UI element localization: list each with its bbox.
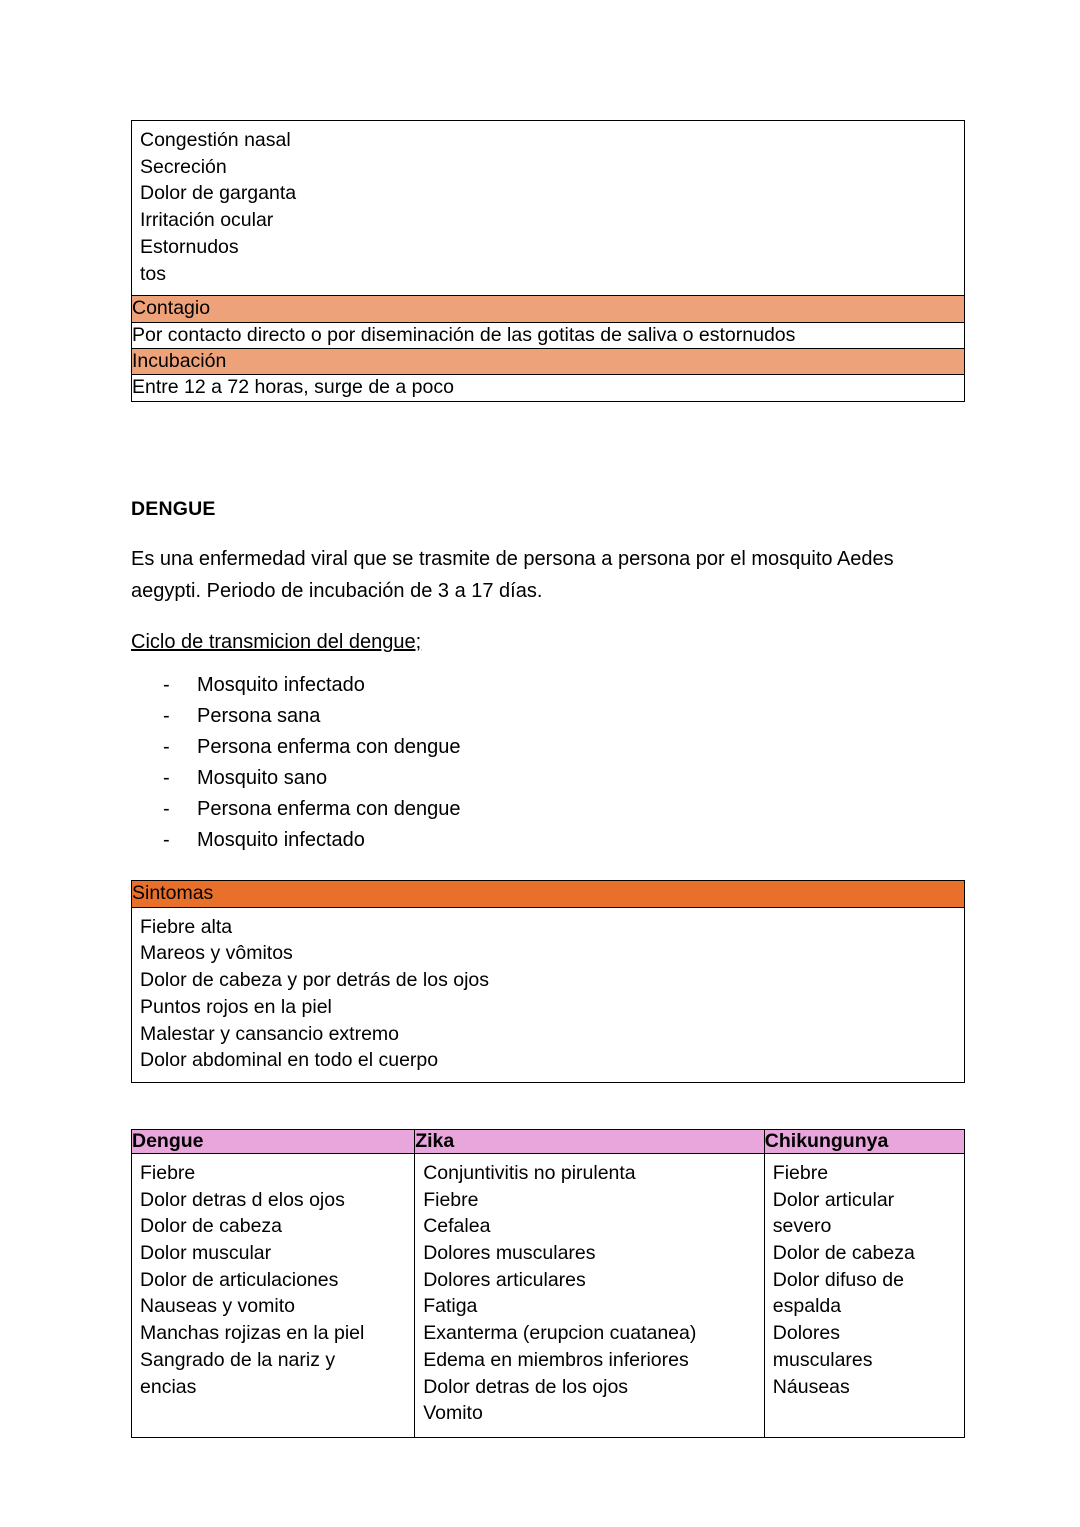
list-item: Sangrado de la nariz y [140, 1348, 336, 1371]
list-item: Congestión nasal [140, 129, 291, 151]
dash-bullet: - [163, 705, 170, 728]
list-item: Conjuntivitis no pirulenta [423, 1161, 636, 1184]
list-item: Dolor abdominal en todo el cuerpo [140, 1049, 439, 1072]
list-item: encias [140, 1375, 197, 1398]
list-item [163, 701, 965, 732]
column-header-dengue: Dengue [132, 1129, 415, 1153]
table-row [132, 322, 965, 348]
chikungunya-symptoms-cell [764, 1153, 964, 1437]
table-row [132, 907, 965, 1082]
list-item: Fiebre alta [140, 915, 233, 938]
list-item: Dolor de garganta [140, 182, 297, 205]
catarro-table [131, 120, 965, 402]
list-item: Dolor difuso de [772, 1268, 904, 1291]
table-row [132, 881, 965, 907]
comparison-table [131, 1129, 965, 1438]
dash-bullet: - [163, 674, 170, 697]
list-item: Secreción [140, 155, 227, 178]
list-item: Dolor de articulaciones [140, 1268, 339, 1291]
table-row [132, 121, 965, 296]
spacer [131, 1083, 965, 1129]
zika-symptoms-cell [415, 1153, 765, 1437]
dash-bullet: - [163, 798, 170, 821]
list-item: musculares [772, 1348, 873, 1371]
list-item: Estornudos [140, 235, 239, 258]
list-item: Dolores articulares [423, 1268, 586, 1291]
list-item: Nauseas y vomito [140, 1295, 295, 1318]
list-item [163, 732, 965, 763]
contagio-header-cell: Contagio [132, 296, 965, 322]
catarro-symptom-list [132, 121, 964, 295]
list-item: Dolor de cabeza [140, 1215, 283, 1238]
list-item: Fatiga [423, 1295, 478, 1318]
list-item: Dolores musculares [423, 1242, 596, 1265]
list-item: Exanterma (erupcion cuatanea) [423, 1322, 697, 1345]
list-item: Puntos rojos en la piel [140, 995, 332, 1018]
sintomas-header-cell: Sintomas [132, 881, 965, 907]
list-item: espalda [772, 1295, 842, 1318]
list-item [163, 794, 965, 825]
list-item: severo [772, 1215, 832, 1238]
list-item: Dolor muscular [140, 1242, 272, 1265]
list-item [163, 825, 965, 856]
incubacion-text-cell: Entre 12 a 72 horas, surge de a poco [132, 375, 965, 401]
dengue-symptoms-table [131, 880, 965, 1083]
sintomas-body-cell [132, 907, 965, 1082]
sintomas-list [132, 908, 964, 1082]
column-header-zika: Zika [415, 1129, 765, 1153]
list-item-label: Persona enferma con dengue [197, 798, 461, 821]
cycle-list [131, 670, 965, 856]
dengue-symptom-list [132, 1154, 414, 1410]
zika-symptom-list [415, 1154, 764, 1437]
list-item: tos [140, 262, 167, 285]
list-item: Edema en miembros inferiores [423, 1348, 689, 1371]
list-item: Fiebre [140, 1161, 196, 1184]
dash-bullet: - [163, 767, 170, 790]
list-item-label: Persona enferma con dengue [197, 736, 461, 759]
list-item: Vomito [423, 1402, 483, 1425]
dash-bullet: - [163, 736, 170, 759]
dengue-symptoms-cell [132, 1153, 415, 1437]
spacer [131, 402, 965, 498]
chikungunya-symptom-list [765, 1154, 964, 1410]
table-row [132, 1153, 965, 1437]
incubacion-header-cell: Incubación [132, 348, 965, 374]
list-item-label: Mosquito sano [197, 767, 328, 790]
list-item: Dolor de cabeza [772, 1242, 915, 1265]
table-row [132, 375, 965, 401]
list-item: Dolor de cabeza y por detrás de los ojos [140, 969, 490, 992]
list-item: Irritación ocular [140, 209, 274, 232]
list-item-label: Mosquito infectado [197, 829, 365, 852]
list-item: Mareos y vômitos [140, 942, 293, 965]
cycle-subtitle: Ciclo de transmicion del dengue; [131, 631, 422, 654]
list-item-label: Mosquito infectado [197, 674, 365, 697]
list-item: Malestar y cansancio extremo [140, 1022, 400, 1045]
list-item: Manchas rojizas en la piel [140, 1322, 365, 1345]
list-item: Náuseas [772, 1375, 850, 1398]
list-item: Dolor detras d elos ojos [140, 1188, 345, 1211]
list-item: Fiebre [423, 1188, 479, 1211]
table-header-row [132, 1129, 965, 1153]
list-item: Dolores [772, 1322, 840, 1345]
list-item: Dolor articular [772, 1188, 895, 1211]
dash-bullet: - [163, 829, 170, 852]
page-title: DENGUE [131, 497, 216, 520]
list-item: Fiebre [772, 1161, 829, 1184]
list-item: Cefalea [423, 1215, 491, 1238]
list-item [163, 670, 965, 701]
catarro-symptoms-cell [132, 121, 965, 296]
list-item [163, 763, 965, 794]
dengue-intro-paragraph: Es una enfermedad viral que se trasmite de persona a persona por el mosquito Aedes aegypti. Periodo de incubación de 3 a 17 días. [131, 547, 894, 602]
table-row [132, 348, 965, 374]
list-item-label: Persona sana [197, 705, 321, 728]
table-row [132, 296, 965, 322]
column-header-chikungunya: Chikungunya [764, 1129, 964, 1153]
list-item: Dolor detras de los ojos [423, 1375, 629, 1398]
contagio-text-cell: Por contacto directo o por diseminación de las gotitas de saliva o estornudos [132, 322, 965, 348]
